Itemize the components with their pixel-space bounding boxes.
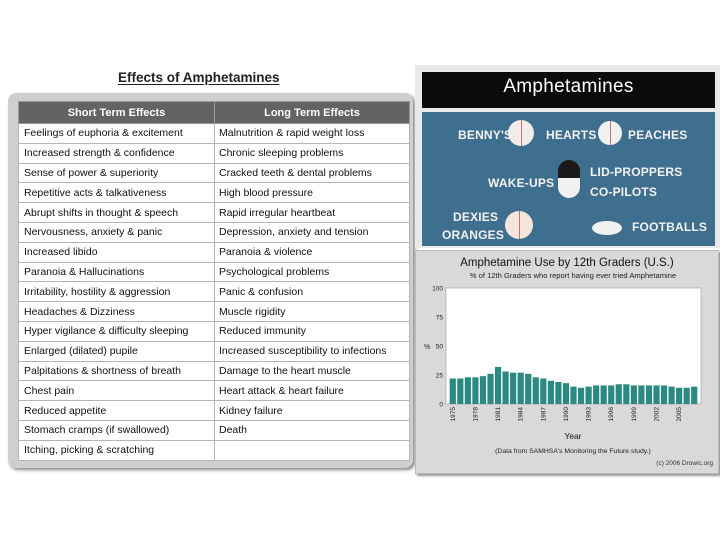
bar-1983	[510, 373, 516, 404]
capsule-image	[558, 160, 580, 198]
bar-2005	[676, 388, 682, 404]
x-tick-label: 1990	[562, 407, 570, 422]
poster-title: Amphetamines	[503, 76, 634, 97]
bar-1978	[472, 377, 478, 404]
bar-1991	[570, 387, 576, 404]
short-term-effect-cell: Palpitations & shortness of breath	[19, 361, 215, 381]
long-term-effect-cell: Heart attack & heart failure	[215, 381, 410, 401]
long-term-effect-cell: Damage to the heart muscle	[215, 361, 410, 381]
y-tick-label: 75	[435, 314, 443, 322]
x-tick-label: 1987	[540, 407, 548, 422]
short-term-effect-cell: Chest pain	[19, 381, 215, 401]
short-term-effect-cell: Repetitive acts & talkativeness	[19, 183, 215, 203]
table-row	[19, 203, 410, 223]
x-tick-label: 1993	[585, 407, 593, 422]
bar-1979	[480, 376, 486, 404]
bar-2001	[646, 385, 652, 404]
bar-1982	[503, 372, 509, 404]
header-long-term: Long Term Effects	[215, 102, 410, 124]
long-term-effect-cell	[215, 440, 410, 460]
short-term-effect-cell: Abrupt shifts in thought & speech	[19, 203, 215, 223]
effects-table-body	[19, 124, 410, 461]
table-row	[19, 361, 410, 381]
effects-table	[18, 101, 410, 461]
table-row	[19, 401, 410, 421]
short-term-effect-cell: Nervousness, anxiety & panic	[19, 222, 215, 242]
short-term-effect-cell: Reduced appetite	[19, 401, 215, 421]
x-tick-label: 2002	[653, 407, 661, 422]
table-row	[19, 124, 410, 144]
y-tick-label: 0	[439, 401, 443, 409]
table-row	[19, 302, 410, 322]
long-term-effect-cell: Kidney failure	[215, 401, 410, 421]
short-term-effect-cell: Paranoia & Hallucinations	[19, 262, 215, 282]
long-term-effect-cell: Panic & confusion	[215, 282, 410, 302]
bar-1998	[623, 384, 629, 404]
split-pill-image	[598, 121, 622, 145]
bar-1988	[548, 381, 554, 404]
long-term-effect-cell: Chronic sleeping problems	[215, 143, 410, 163]
bar-1989	[555, 382, 561, 404]
bar-1975	[450, 378, 456, 404]
bar-1997	[616, 384, 622, 404]
x-tick-label: 1978	[472, 407, 480, 422]
table-title: Effects of Amphetamines	[118, 70, 280, 85]
x-tick-label: 1996	[608, 407, 616, 422]
x-tick-label: 1975	[449, 407, 457, 422]
y-axis-label: %	[424, 344, 431, 351]
slang-dexies: DEXIES	[453, 210, 499, 224]
bar-1985	[525, 374, 531, 404]
long-term-effect-cell: Malnutrition & rapid weight loss	[215, 124, 410, 144]
short-term-effect-cell: Headaches & Dizziness	[19, 302, 215, 322]
table-row	[19, 222, 410, 242]
football-pill-image	[592, 221, 622, 235]
short-term-effect-cell: Feelings of euphoria & excitement	[19, 124, 215, 144]
bar-1995	[601, 385, 607, 404]
table-row	[19, 321, 410, 341]
table-row	[19, 163, 410, 183]
x-tick-label: 2005	[676, 407, 684, 422]
slang-co-pilots: CO-PILOTS	[590, 185, 658, 199]
table-row	[19, 183, 410, 203]
long-term-effect-cell: Reduced immunity	[215, 321, 410, 341]
long-term-effect-cell: Psychological problems	[215, 262, 410, 282]
short-term-effect-cell: Increased strength & confidence	[19, 143, 215, 163]
chart-title: Amphetamine Use by 12th Graders (U.S.)	[460, 257, 674, 269]
x-tick-label: 1984	[517, 407, 525, 422]
bar-2004	[669, 387, 675, 404]
bar-1977	[465, 377, 471, 404]
bar-1980	[487, 374, 493, 404]
long-term-effect-cell: Muscle rigidity	[215, 302, 410, 322]
slang-wake-ups: WAKE-UPS	[488, 176, 555, 190]
short-term-effect-cell: Enlarged (dilated) pupile	[19, 341, 215, 361]
x-tick-label: 1999	[630, 407, 638, 422]
bar-2006	[684, 388, 690, 404]
bar-1986	[533, 377, 539, 404]
table-row	[19, 143, 410, 163]
slang-peaches: PEACHES	[628, 128, 688, 142]
bar-2000	[638, 385, 644, 404]
short-term-effect-cell: Increased libido	[19, 242, 215, 262]
bar-1994	[593, 385, 599, 404]
slang-oranges: ORANGES	[442, 228, 505, 242]
short-term-effect-cell: Itching, picking & scratching	[19, 440, 215, 460]
short-term-effect-cell: Hyper vigilance & difficulty sleeping	[19, 321, 215, 341]
short-term-effect-cell: Irritability, hostility & aggression	[19, 282, 215, 302]
y-tick-label: 50	[435, 343, 443, 351]
bar-2007	[691, 387, 697, 404]
chart	[415, 250, 719, 474]
chart-subtitle: % of 12th Graders who report having ever tried Amphetamine	[469, 271, 677, 280]
x-tick-label: 1981	[495, 407, 503, 422]
split-pill-image	[505, 211, 533, 239]
short-term-effect-cell: Stomach cramps (if swallowed)	[19, 420, 215, 440]
slang-lid-proppers: LID-PROPPERS	[590, 165, 683, 179]
long-term-effect-cell: Death	[215, 420, 410, 440]
table-row	[19, 262, 410, 282]
x-axis-label: Year	[564, 431, 582, 441]
bar-1993	[586, 387, 592, 404]
short-term-effect-cell: Sense of power & superiority	[19, 163, 215, 183]
long-term-effect-cell: Paranoia & violence	[215, 242, 410, 262]
bar-2002	[653, 385, 659, 404]
bar-1987	[540, 378, 546, 404]
slang-hearts: HEARTS	[546, 128, 597, 142]
table-row	[19, 242, 410, 262]
table-header-row	[19, 102, 410, 124]
bar-2003	[661, 385, 667, 404]
bar-1999	[631, 385, 637, 404]
table-row	[19, 341, 410, 361]
table-row	[19, 440, 410, 460]
header-short-term: Short Term Effects	[19, 102, 215, 124]
chart-credit: (c) 2006 Drowic.org	[656, 460, 713, 467]
bar-1996	[608, 385, 614, 404]
long-term-effect-cell: Cracked teeth & dental problems	[215, 163, 410, 183]
bar-1976	[457, 378, 463, 404]
chart-source-note: (Data from SAMHSA's Monitoring the Future study.)	[495, 448, 651, 455]
bar-1984	[518, 373, 524, 404]
table-row	[19, 282, 410, 302]
slang-bennys: BENNY'S	[458, 128, 513, 142]
long-term-effect-cell: Depression, anxiety and tension	[215, 222, 410, 242]
bar-1990	[563, 383, 569, 404]
long-term-effect-cell: Rapid irregular heartbeat	[215, 203, 410, 223]
bar-1981	[495, 367, 501, 404]
long-term-effect-cell: Increased susceptibility to infections	[215, 341, 410, 361]
table-row	[19, 381, 410, 401]
slang-footballs: FOOTBALLS	[632, 220, 708, 234]
y-tick-label: 100	[432, 285, 443, 293]
y-tick-label: 25	[435, 372, 443, 380]
long-term-effect-cell: High blood pressure	[215, 183, 410, 203]
bar-1992	[578, 388, 584, 404]
table-row	[19, 420, 410, 440]
